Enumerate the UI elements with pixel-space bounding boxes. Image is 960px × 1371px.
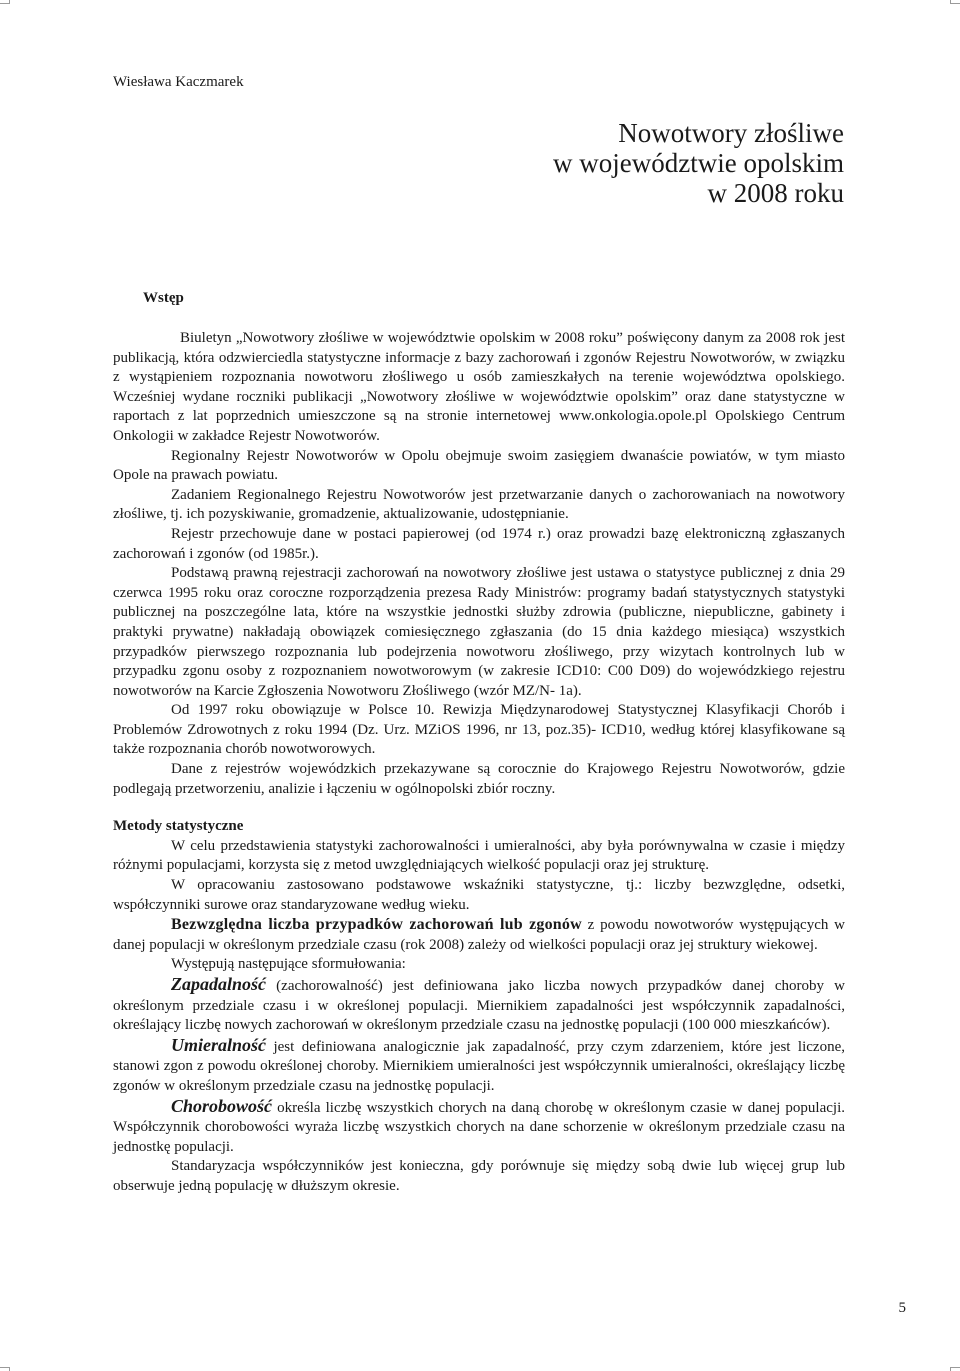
paragraph-sformulowania: Występują następujące sformułowania: (171, 956, 406, 973)
paragraph-bezwzgledna-liczba (113, 915, 845, 955)
paragraph-wskazniki: W opracowaniu zastosowano podstawowe wskaźniki statystyczne, tj.: liczby bezwzględne, odsetki, współczynniki surowe oraz standaryzowane według wieku. (113, 877, 845, 913)
crop-mark-top-right-h (951, 3, 960, 4)
paragraph-chorobowosc (113, 1097, 845, 1158)
paragraph-podstawa-prawna: Podstawą prawną rejestracji zachorowań na nowotwory złośliwe jest ustawa o statystyce publicznej z dnia 29 czerwca 1995 roku oraz coroczne rozporządzenia prezesa Rady Ministrów: programy badań statystycznych statystyki publicznej na poszczególne lata, które na wszystkie jednostki służby zdrowia (publiczne, niepubliczne, gabinety i praktyki prywatne) nakładają obowiązek comiesięcznego zgłaszania (do 15 dnia każdego miesiąca) wszystkich przypadków pierwszego rozpoznania lub podejrzenia nowotworu złośliwego, przy wizytach kontrolnych lub w przypadku zgonu osoby z rozpoznaniem nowotworowym (w zakresie ICD10: C00 D09) do wojewódzkiego rejestru nowotworów na Karcie Zgłoszenia Nowotworu Złośliwego (wzór MZ/N- 1a). (113, 565, 845, 699)
paragraph-cel-statystyki: W celu przedstawienia statystyki zachorowalności i umieralności, aby była porównywalna w czasie i między różnymi populacjami, korzysta się z metod uwzględniających wielkość populacji oraz jej strukturę. (113, 837, 845, 874)
title-line-1: Nowotwory złośliwe (618, 118, 844, 148)
term-umieralnosc: Umieralność (171, 1034, 267, 1055)
paragraph-zapadalnosc-text: (zachorowalność) jest definiowana jako liczba nowych przypadków danej choroby w określonym przedziale czasu i w określonej populacji. Miernikiem zapadalności jest współczynnik zapadalności, określający liczbę nowych zachorowań w określonym przedziale czasu na jednostkę populacji (100 000 mieszkańców). (113, 978, 845, 1034)
crop-mark-bottom-left-v (9, 1367, 10, 1371)
crop-mark-top-right-v (950, 0, 951, 4)
author-name: Wiesława Kaczmarek (113, 74, 244, 90)
crop-mark-top-left-h (0, 3, 9, 4)
paragraph-intro: Biuletyn „Nowotwory złośliwe w województwie opolskim w 2008 roku” poświęcony danym za 2008 rok jest publikacją, która odzwierciedla statystyczne informacje z bazy zachorowań i zgonów Rejestru Nowotworów, w związku z wystąpieniem rozpoznania nowotworu złośliwego u osób zamieszkałych na terenie województwa opolskiego. Wcześniej wydane roczniki publikacji „Nowotwory złośliwe w województwie opolskim” oraz dane statystyczne w raportach z lat poprzednich umieszczone są na stronie internetowej www.onkologia.opole.pl Opolskiego Centrum Onkologii w zakładce Rejestr Nowotworów. (113, 330, 845, 444)
title-line-3: w 2008 roku (707, 178, 844, 208)
crop-mark-top-left-v (9, 0, 10, 4)
paragraph-rejestr-zasieg: Regionalny Rejestr Nowotworów w Opolu obejmuje swoim zasięgiem dwanaście powiatów, w tym miasto Opole na prawach powiatu. (113, 447, 845, 484)
crop-mark-bottom-right-h (951, 1367, 960, 1368)
paragraph-przechowywanie: Rejestr przechowuje dane w postaci papierowej (od 1974 r.) oraz prowadzi bazę elektroniczną zgłaszanych zachorowań i zgonów (od 1985r.). (113, 525, 845, 562)
paragraph-krajowy-rejestr: Dane z rejestrów wojewódzkich przekazywane są corocznie do Krajowego Rejestru Nowotworów, gdzie podlegają przetworzeniu, analizie i łączeniu w ogólnopolski zbiór roczny. (113, 761, 845, 797)
term-bezwzgledna-liczba: Bezwzględna liczba przypadków zachorowań lub zgonów (171, 916, 582, 934)
section-heading-metody: Metody statystyczne (113, 818, 244, 835)
title-line-2: w województwie opolskim (553, 148, 844, 178)
crop-mark-bottom-right-v (950, 1367, 951, 1371)
page-number: 5 (898, 1300, 906, 1316)
crop-mark-bottom-left-h (0, 1367, 9, 1368)
paragraph-icd10: Od 1997 roku obowiązuje w Polsce 10. Rewizja Międzynarodowej Statystycznej Klasyfikacji Chorób i Problemów Zdrowotnych z roku 1994 (Dz. Urz. MZiOS 1996, nr 13, poz.35)- ICD10, według której klasyfikowane są także rozpoznania chorób nowotworowych. (113, 702, 845, 758)
paragraph-umieralnosc-text: jest definiowana analogicznie jak zapadalność, przy czym zdarzeniem, które jest liczone, stanowi zgon z powodu określonej choroby. Miernikiem umieralności jest współczynnik umieralności, określający liczbę zgonów w określonym przedziale czasu na jednostkę populacji. (113, 1038, 845, 1094)
document-body (113, 329, 845, 1197)
paragraph-umieralnosc (113, 1036, 845, 1097)
paragraph-bezwzgledna-liczba-text: z powodu nowotworów występujących w danej populacji w określonym przedziale czasu (rok 2008) zależy od wielkości populacji oraz jej struktury wiekowej. (113, 917, 845, 953)
paragraph-standaryzacja: Standaryzacja współczynników jest konieczna, gdy porównuje się między sobą dwie lub więcej grup lub obserwuje jedną populację w dłuższym okresie. (113, 1158, 845, 1194)
term-chorobowosc: Chorobowość (171, 1095, 273, 1116)
document-title (244, 118, 844, 208)
paragraph-zapadalnosc (113, 975, 845, 1036)
term-zapadalnosc: Zapadalność (171, 974, 267, 994)
paragraph-zadanie-rejestru: Zadaniem Regionalnego Rejestru Nowotworów jest przetwarzanie danych o zachorowaniach na nowotwory złośliwe, tj. ich pozyskiwanie, gromadzenie, aktualizowanie, udostępnianie. (113, 486, 845, 523)
section-heading-wstep: Wstęp (143, 290, 184, 306)
paragraph-chorobowosc-text: określa liczbę wszystkich chorych na daną chorobę w określonym czasie w danej populacji. Współczynnik chorobowości wyraża liczbę wszystkich chorych na dane schorzenie w określonym przedziale czasu na jednostkę populacji. (113, 1099, 845, 1155)
